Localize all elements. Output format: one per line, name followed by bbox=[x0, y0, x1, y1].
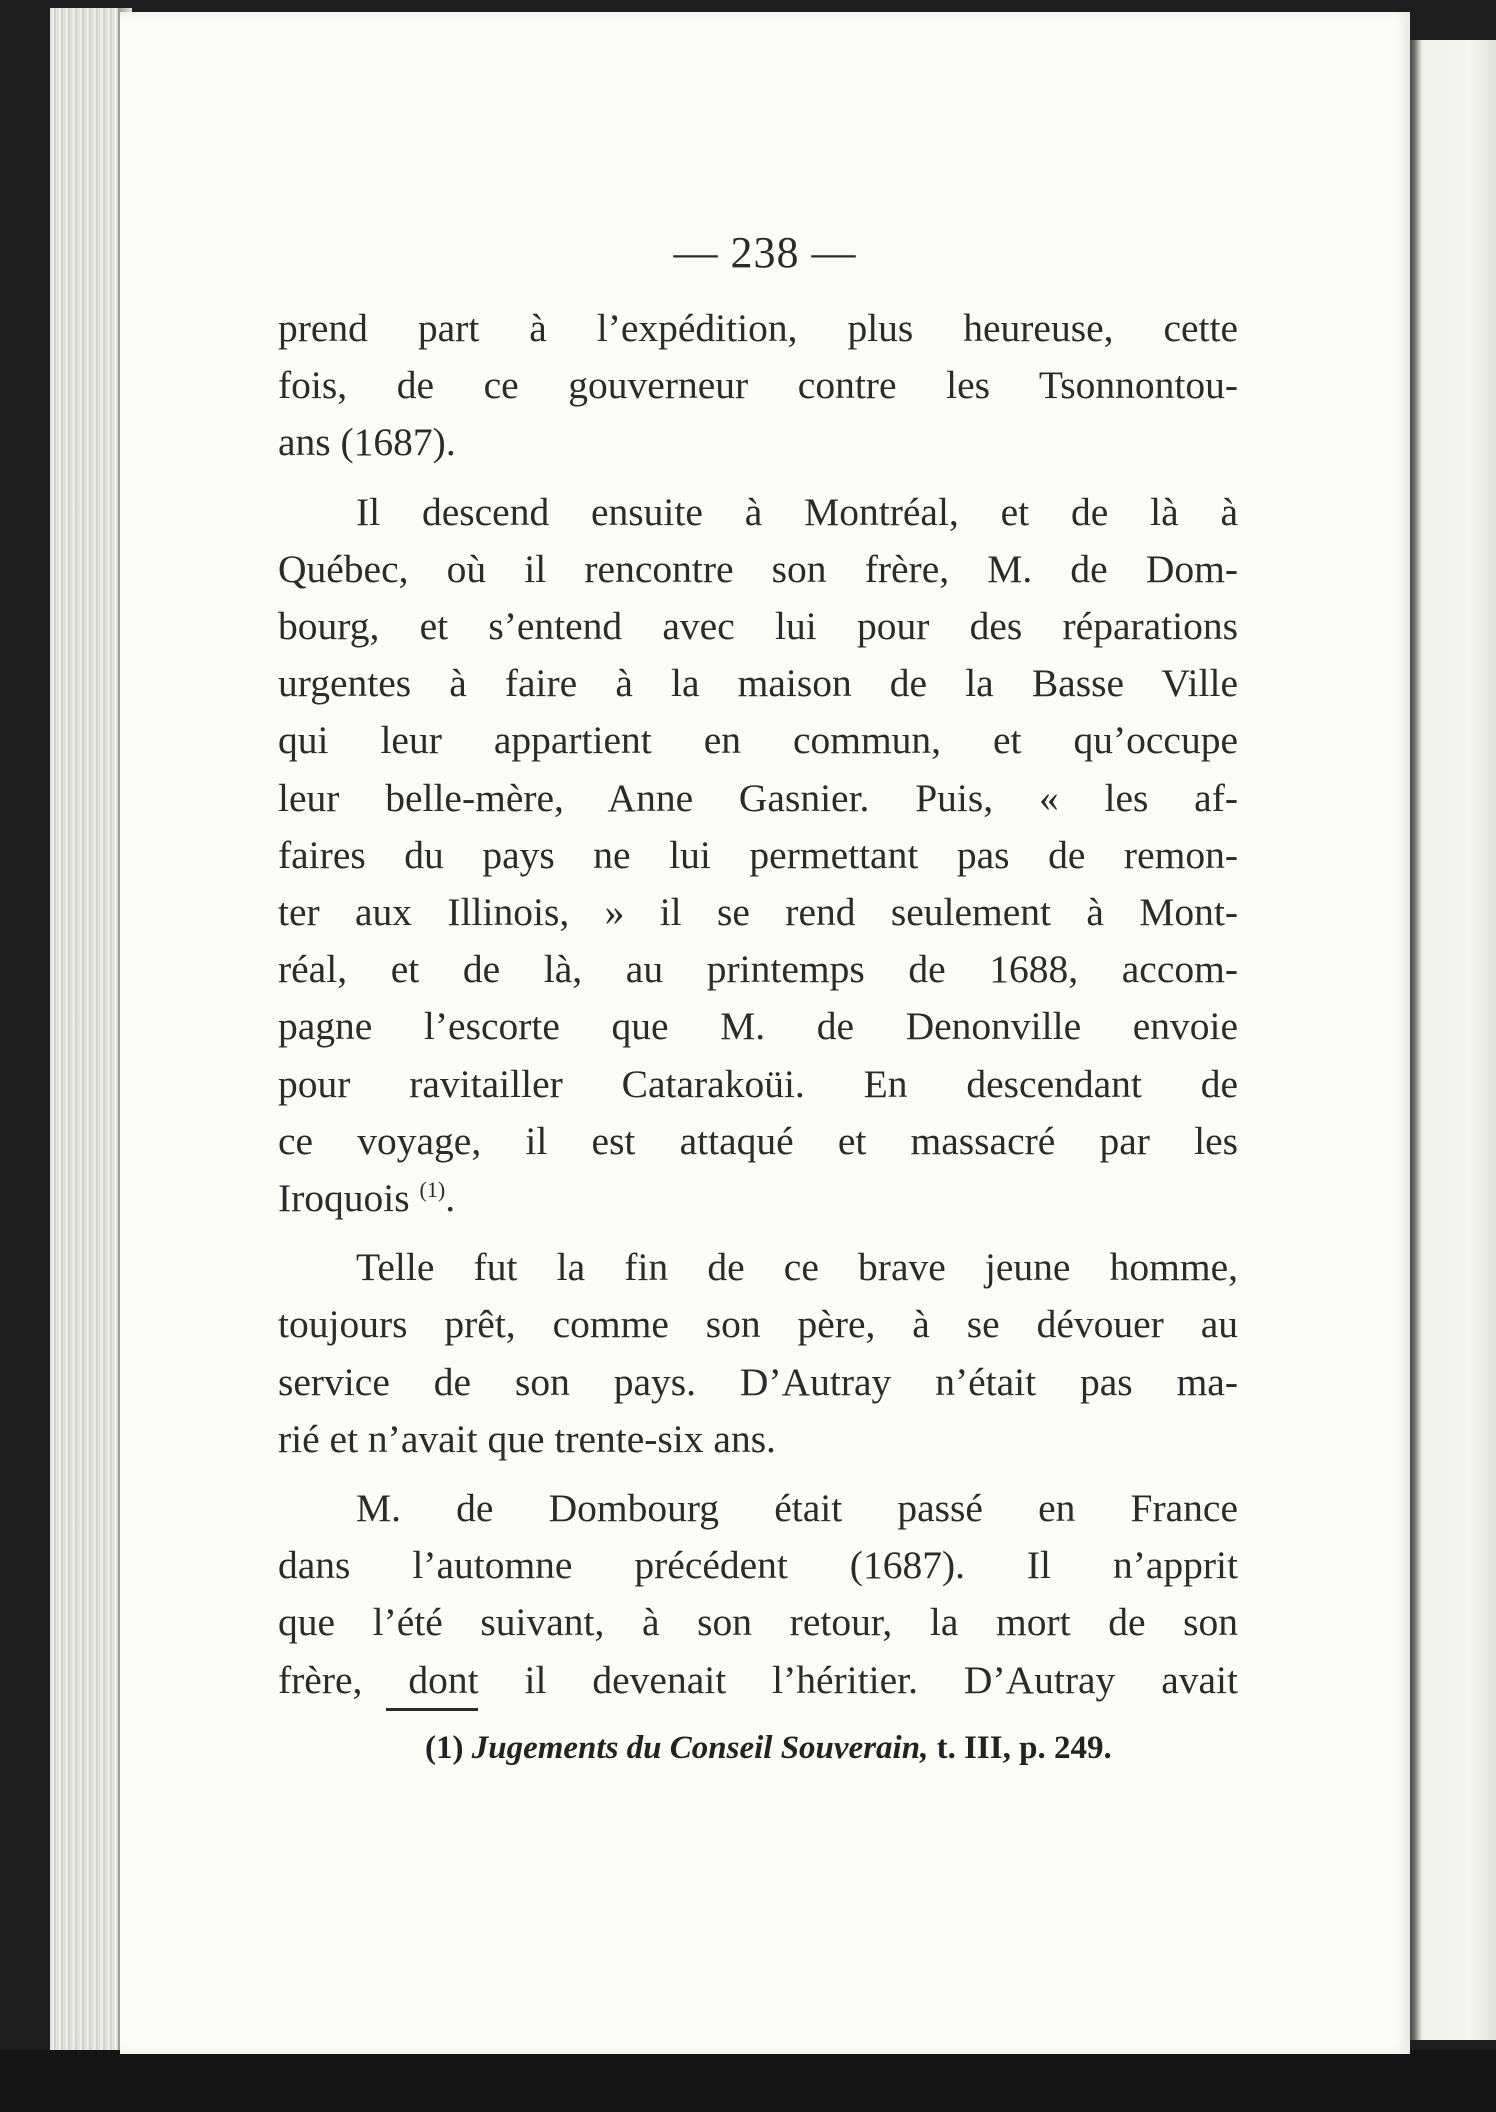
footnote bbox=[425, 1730, 1245, 1767]
text-fragment: Iroquois bbox=[278, 1176, 410, 1221]
footnote-divider bbox=[386, 1708, 478, 1711]
text-line: prend part à l’expédition, plus heureuse, cette bbox=[278, 306, 1238, 350]
facing-page-edge bbox=[1408, 40, 1496, 2040]
text-fragment: . bbox=[445, 1176, 456, 1221]
text-line bbox=[278, 1170, 1238, 1227]
text-line: réal, et de là, au printemps de 1688, accom- bbox=[278, 947, 1238, 992]
text-line: toujours prêt, comme son père, à se dévouer au bbox=[278, 1302, 1238, 1347]
footnote-reference[interactable]: (1) bbox=[419, 1177, 446, 1203]
text-line: urgentes à faire à la maison de la Basse Ville bbox=[278, 661, 1238, 706]
footnote-marker: (1) bbox=[425, 1730, 464, 1766]
text-line: que l’été suivant, à son retour, la mort de son bbox=[278, 1600, 1238, 1645]
text-line: fois, de ce gouverneur contre les Tsonnontou- bbox=[278, 363, 1238, 408]
footnote-source-title: Jugements du Conseil Souverain, bbox=[471, 1730, 929, 1766]
text-line: pour ravitailler Catarakoüi. En descendant de bbox=[278, 1061, 1238, 1106]
text-line: frère, dont il devenait l’héritier. D’Autray avait bbox=[278, 1657, 1238, 1702]
text-line: service de son pays. D’Autray n’était pas ma- bbox=[278, 1359, 1238, 1404]
body-text bbox=[278, 300, 1238, 1721]
text-line: M. de Dombourg était passé en France bbox=[356, 1486, 1238, 1531]
text-line: faires du pays ne lui permettant pas de remon- bbox=[278, 832, 1238, 877]
text-line: rié et n’avait que trente-six ans. bbox=[278, 1416, 776, 1461]
paragraph-1 bbox=[278, 300, 1238, 472]
text-line: ce voyage, il est attaqué et massacré par les bbox=[278, 1118, 1238, 1163]
paragraph-3 bbox=[278, 1239, 1238, 1468]
paragraph-4 bbox=[278, 1480, 1238, 1709]
text-line: ter aux Illinois, » il se rend seulement à Mont- bbox=[278, 890, 1238, 935]
text-line: leur belle-mère, Anne Gasnier. Puis, « les af- bbox=[278, 775, 1238, 820]
scan-border bbox=[0, 2050, 1496, 2112]
text-line: Il descend ensuite à Montréal, et de là à bbox=[356, 489, 1238, 534]
paragraph-2 bbox=[278, 484, 1238, 1228]
page-number: — 238 — bbox=[673, 228, 857, 277]
text-line: Telle fut la fin de ce brave jeune homme, bbox=[356, 1245, 1238, 1290]
text-line: bourg, et s’entend avec lui pour des réparations bbox=[278, 604, 1238, 649]
text-line: ans (1687). bbox=[278, 420, 456, 465]
footnote-reference-detail: t. III, p. 249. bbox=[936, 1730, 1112, 1766]
text-line: Québec, où il rencontre son frère, M. de Dom- bbox=[278, 546, 1238, 591]
text-line: qui leur appartient en commun, et qu’occupe bbox=[278, 718, 1238, 763]
text-line: dans l’automne précédent (1687). Il n’apprit bbox=[278, 1543, 1238, 1588]
text-line: pagne l’escorte que M. de Denonville envoie bbox=[278, 1004, 1238, 1049]
